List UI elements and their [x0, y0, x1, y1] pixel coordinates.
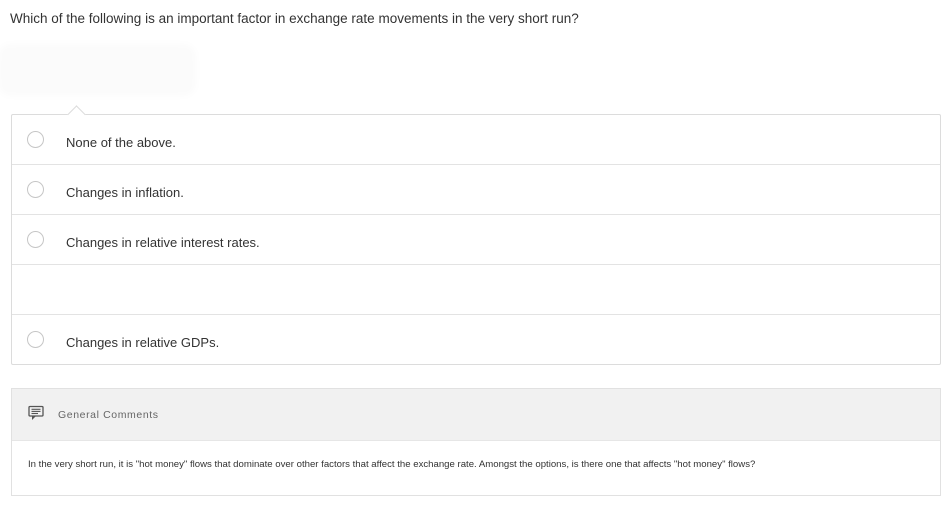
general-comments-title: General Comments — [58, 409, 159, 421]
answer-options — [11, 114, 941, 365]
question-text: Which of the following is an important factor in exchange rate movements in the very short run? — [10, 11, 579, 26]
radio-button[interactable] — [27, 331, 44, 348]
general-comments-panel — [11, 388, 941, 496]
option-changes-in-relative-gdps[interactable] — [12, 315, 940, 364]
general-comments-text: In the very short run, it is "hot money" flows that dominate over other factors that affect the exchange rate. Amongst the options, is there one that affects "hot money" flows? — [28, 459, 756, 470]
radio-button[interactable] — [27, 131, 44, 148]
comment-icon — [28, 405, 44, 421]
option-changes-in-relative-interest-rates[interactable] — [12, 215, 940, 265]
option-label: Changes in relative GDPs. — [66, 335, 220, 350]
option-label: None of the above. — [66, 135, 176, 150]
option-redacted[interactable] — [12, 265, 940, 315]
option-changes-in-inflation[interactable] — [12, 165, 940, 215]
option-label: Changes in inflation. — [66, 185, 184, 200]
general-comments-header — [12, 389, 940, 441]
radio-button[interactable] — [27, 231, 44, 248]
redacted-area — [4, 50, 190, 90]
option-label: Changes in relative interest rates. — [66, 235, 260, 250]
radio-button[interactable] — [27, 181, 44, 198]
option-none-of-the-above[interactable] — [12, 115, 940, 165]
